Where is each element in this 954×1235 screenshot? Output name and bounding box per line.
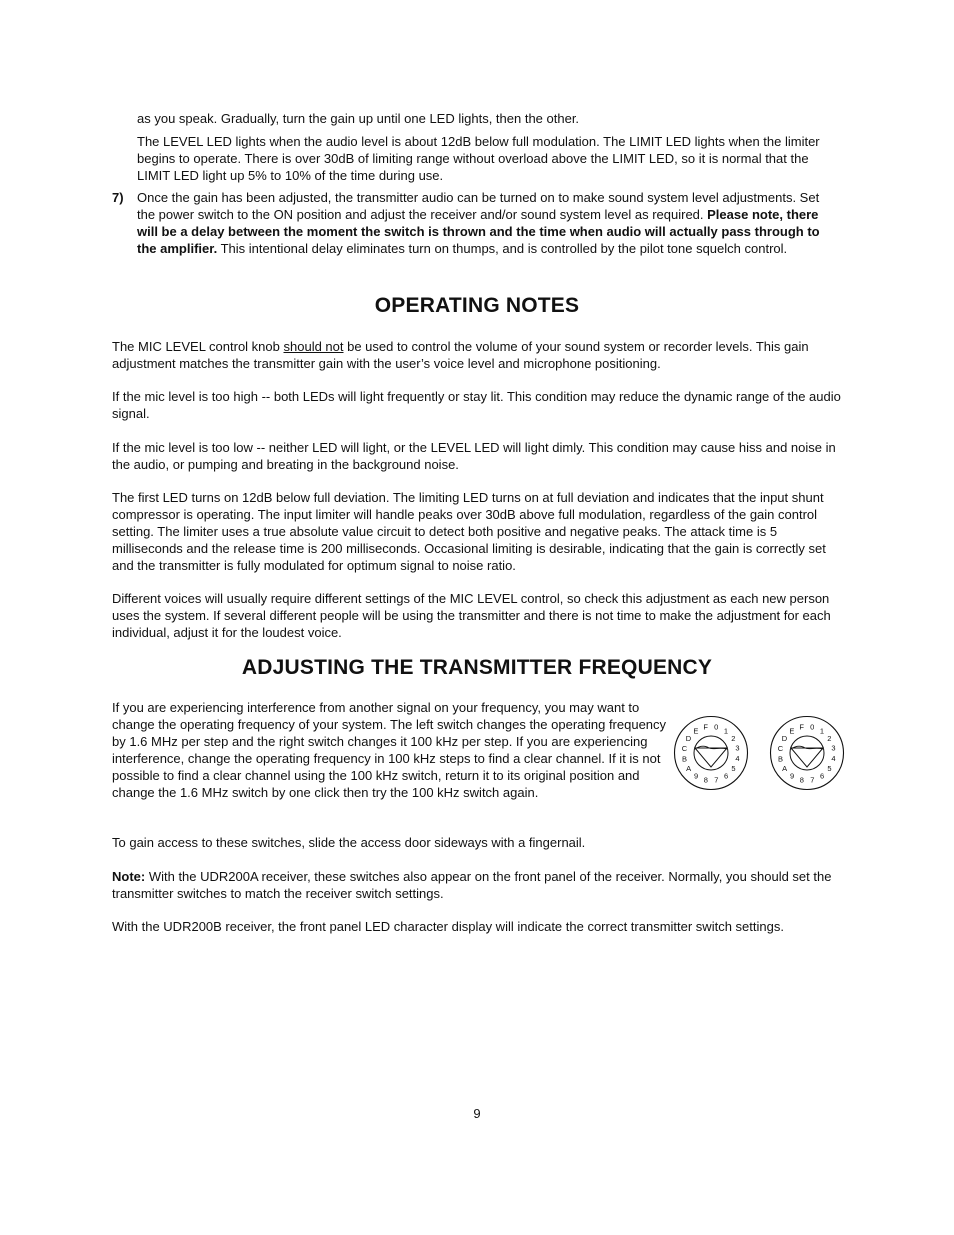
frequency-switch-1-6mhz (673, 715, 749, 791)
switch-pointer (695, 748, 727, 767)
switch-position-label: 2 (827, 733, 832, 743)
switch-position-label: F (703, 722, 708, 732)
switch-position-label: 6 (724, 771, 729, 781)
underlined-phrase: should not (283, 339, 344, 354)
switch-position-label: B (682, 754, 688, 764)
switch-position-label: B (778, 754, 784, 764)
page-number: 9 (473, 1106, 481, 1121)
switch-position-label: 5 (827, 763, 832, 773)
switch-position-label: 0 (810, 722, 815, 732)
switch-position-label: 4 (735, 754, 740, 764)
switch-position-label: 6 (820, 771, 825, 781)
switch-position-label: D (685, 734, 692, 744)
switch-position-label: 5 (731, 763, 736, 773)
note-paragraph: Note: With the UDR200A receiver, these switches also appear on the front panel of the receiver. Normally, you should set the transmitter switches to match the receiver switch settings. (112, 869, 832, 901)
operating-paragraph-1: The MIC LEVEL control knob should not be used to control the volume of your sound system or recorder levels. This gain adjustment matches the transmitter gain with the user’s voice level and microphone positioning. (112, 339, 809, 371)
note-label: Note: (112, 869, 146, 884)
operating-paragraph-2: If the mic level is too high -- both LEDs will light frequently or stay lit. This condition may reduce the dynamic range of the audio signal. (112, 389, 841, 421)
operating-paragraph-3: If the mic level is too low -- neither LED will light, or the LEVEL LED will light dimly. This condition may cause hiss and noise in the audio, or pumping and breating in the background noise. (112, 440, 836, 472)
operating-paragraph-4: The first LED turns on 12dB below full deviation. The limiting LED turns on at full deviation and indicates that the input shunt compressor is operating. The input limiter will handle peaks over 30dB above full modulation, regardless of the gain control setting. The limiter uses a true absolute value circuit to detect both positive and negative peaks. The attack time is 5 milliseconds and the release time is 200 milliseconds. Occasional limiting is desirable, indicating that the gain is correctly set and the transmitter is fully modulated for optimum signal to noise ratio. (112, 490, 826, 573)
switch-position-label: 9 (694, 771, 699, 781)
switch-position-label: E (693, 726, 699, 736)
operating-notes-heading: OPERATING NOTES (374, 294, 580, 317)
switch-position-label: 8 (703, 775, 708, 785)
step-7-text: Once the gain has been adjusted, the transmitter audio can be turned on to make sound system level adjustments. Set the power switch to the ON position and adjust the receiver and/or sound system level as required. Please note, there will be a delay between the moment the switch is thrown and the time when audio will actually pass through to the amplifier. This intentional delay eliminates turn on thumps, and is controlled by the pilot tone squelch control. (137, 190, 820, 256)
switch-position-label: C (777, 743, 784, 753)
continued-paragraph-2: The LEVEL LED lights when the audio level is about 12dB below full modulation. The LIMIT LED lights when the limiter begins to operate. There is over 30dB of limiting range without overload above the LIMIT LED, so it is normal that the LIMIT LED light up 5% to 10% of the time during use. (137, 134, 820, 183)
switch-position-label: 3 (831, 743, 836, 753)
switch-position-label: 4 (831, 754, 836, 764)
switch-position-label: A (782, 764, 788, 774)
frequency-heading: ADJUSTING THE TRANSMITTER FREQUENCY (241, 656, 713, 679)
frequency-paragraph-2: To gain access to these switches, slide the access door sideways with a fingernail. (112, 835, 586, 850)
step-number: 7) (112, 190, 124, 205)
switch-position-label: 7 (810, 775, 815, 785)
switch-position-label: 2 (731, 733, 736, 743)
switch-outer-ring (771, 717, 844, 790)
step-7-warning: Please note, there will be a delay between the moment the switch is thrown and the time when audio will actually pass through to the amplifier. (137, 207, 820, 256)
switch-position-label: 1 (819, 726, 824, 736)
continued-paragraph-1: as you speak. Gradually, turn the gain up until one LED lights, then the other. (137, 111, 580, 126)
switch-position-label: 9 (790, 771, 795, 781)
frequency-switch-100khz (769, 715, 845, 791)
switch-position-label: 0 (714, 722, 719, 732)
switch-pointer (791, 748, 823, 767)
switch-position-label: 8 (799, 775, 804, 785)
switch-position-label: A (686, 764, 692, 774)
switch-position-label: D (781, 734, 788, 744)
operating-paragraph-5: Different voices will usually require different settings of the MIC LEVEL control, so check this adjustment as each new person uses the system. If several different people will be using the transmitter and there is not time to make the adjustment for each individual, adjust it for the loudest voice. (112, 591, 831, 640)
switch-position-label: C (681, 743, 688, 753)
switch-position-label: E (789, 726, 795, 736)
frequency-paragraph-4: With the UDR200B receiver, the front panel LED character display will indicate the correct transmitter switch settings. (112, 919, 784, 934)
switch-position-label: 7 (714, 775, 719, 785)
switch-position-label: 3 (735, 743, 740, 753)
switch-outer-ring (675, 717, 748, 790)
switch-position-label: F (799, 722, 804, 732)
switch-position-label: 1 (723, 726, 728, 736)
frequency-paragraph-1: If you are experiencing interference from another signal on your frequency, you may want to change the operating frequency of your system. The left switch changes the operating frequency by 1.6 MHz per step and the right switch changes it 100 kHz per step. If you are experiencing interference, change the operating frequency in 100 kHz steps to find a clear channel. If it is not possible to find a clear channel using the 100 kHz switch, return it to its original position and change the 1.6 MHz switch by one click then try the 100 kHz switch again. (112, 700, 667, 800)
